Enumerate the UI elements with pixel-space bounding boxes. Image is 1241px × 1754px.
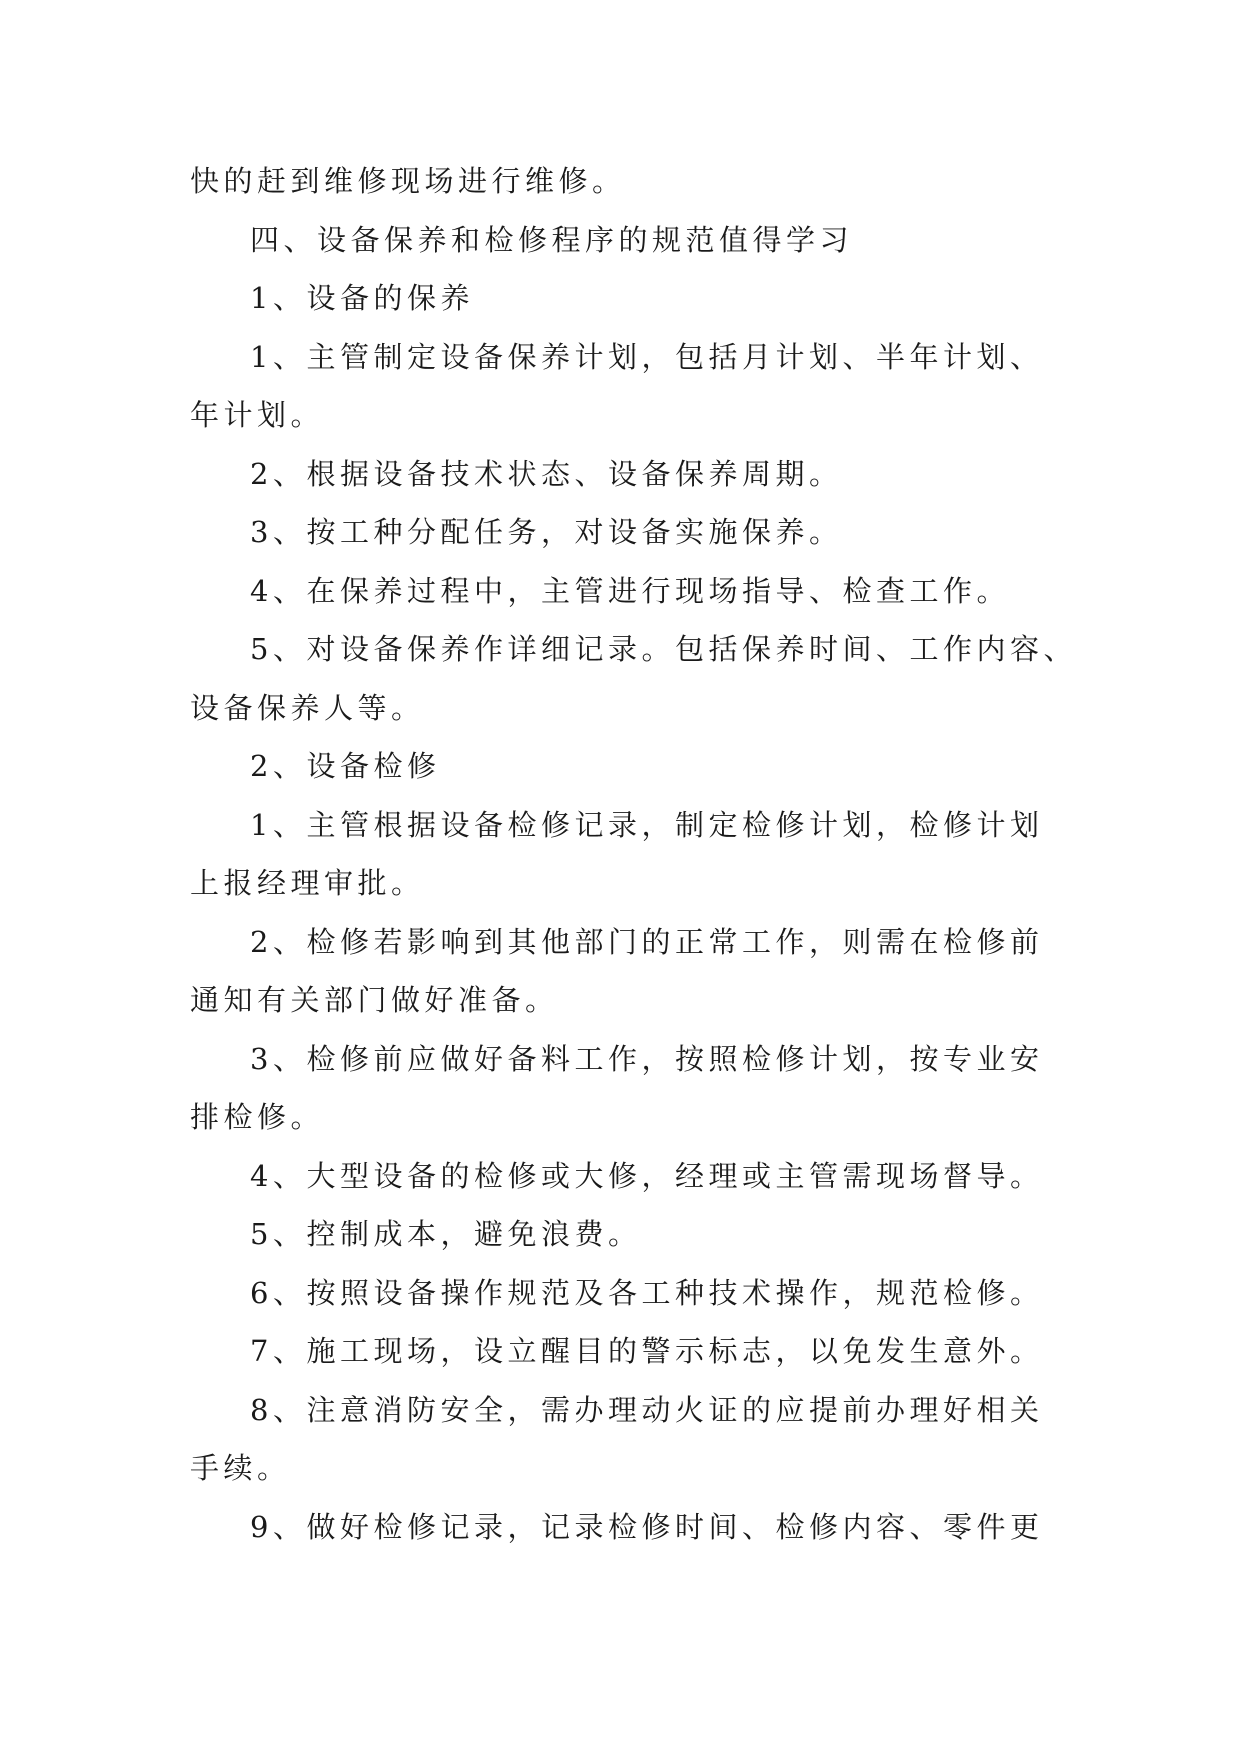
text-line: 6、按照设备操作规范及各工种技术操作，规范检修。 [250, 1275, 1044, 1310]
text-line: 9、做好检修记录，记录检修时间、检修内容、零件更 [250, 1509, 1044, 1544]
text-line: 1、主管根据设备检修记录，制定检修计划，检修计划 [250, 807, 1044, 842]
text-line: 四、设备保养和检修程序的规范值得学习 [250, 222, 854, 257]
text-line: 快的赶到维修现场进行维修。 [190, 164, 626, 198]
text-line: 4、在保养过程中，主管进行现场指导、检查工作。 [250, 573, 1010, 608]
text-line: 2、检修若影响到其他部门的正常工作，则需在检修前 [250, 924, 1044, 959]
text-line: 排检修。 [190, 1100, 325, 1134]
document-body [190, 152, 1077, 1556]
text-line: 通知有关部门做好准备。 [190, 983, 559, 1017]
text-line: 5、控制成本，避免浪费。 [250, 1217, 642, 1251]
text-line: 2、根据设备技术状态、设备保养周期。 [250, 456, 843, 491]
text-line: 3、按工种分配任务，对设备实施保养。 [250, 515, 843, 549]
text-line: 1、设备的保养 [250, 281, 474, 315]
text-line: 年计划。 [190, 398, 325, 432]
text-line: 2、设备检修 [250, 749, 441, 783]
text-line: 4、大型设备的检修或大修，经理或主管需现场督导。 [250, 1158, 1044, 1193]
text-line: 上报经理审批。 [190, 866, 425, 900]
text-line: 1、主管制定设备保养计划，包括月计划、半年计划、 [250, 339, 1044, 374]
text-line: 设备保养人等。 [190, 690, 425, 725]
text-line: 5、对设备保养作详细记录。包括保养时间、工作内容、 [250, 632, 1077, 666]
text-line: 3、检修前应做好备料工作，按照检修计划，按专业安 [250, 1041, 1044, 1076]
text-line: 手续。 [190, 1451, 291, 1485]
text-line: 8、注意消防安全，需办理动火证的应提前办理好相关 [250, 1392, 1044, 1427]
text-line: 7、施工现场，设立醒目的警示标志，以免发生意外。 [250, 1334, 1044, 1368]
